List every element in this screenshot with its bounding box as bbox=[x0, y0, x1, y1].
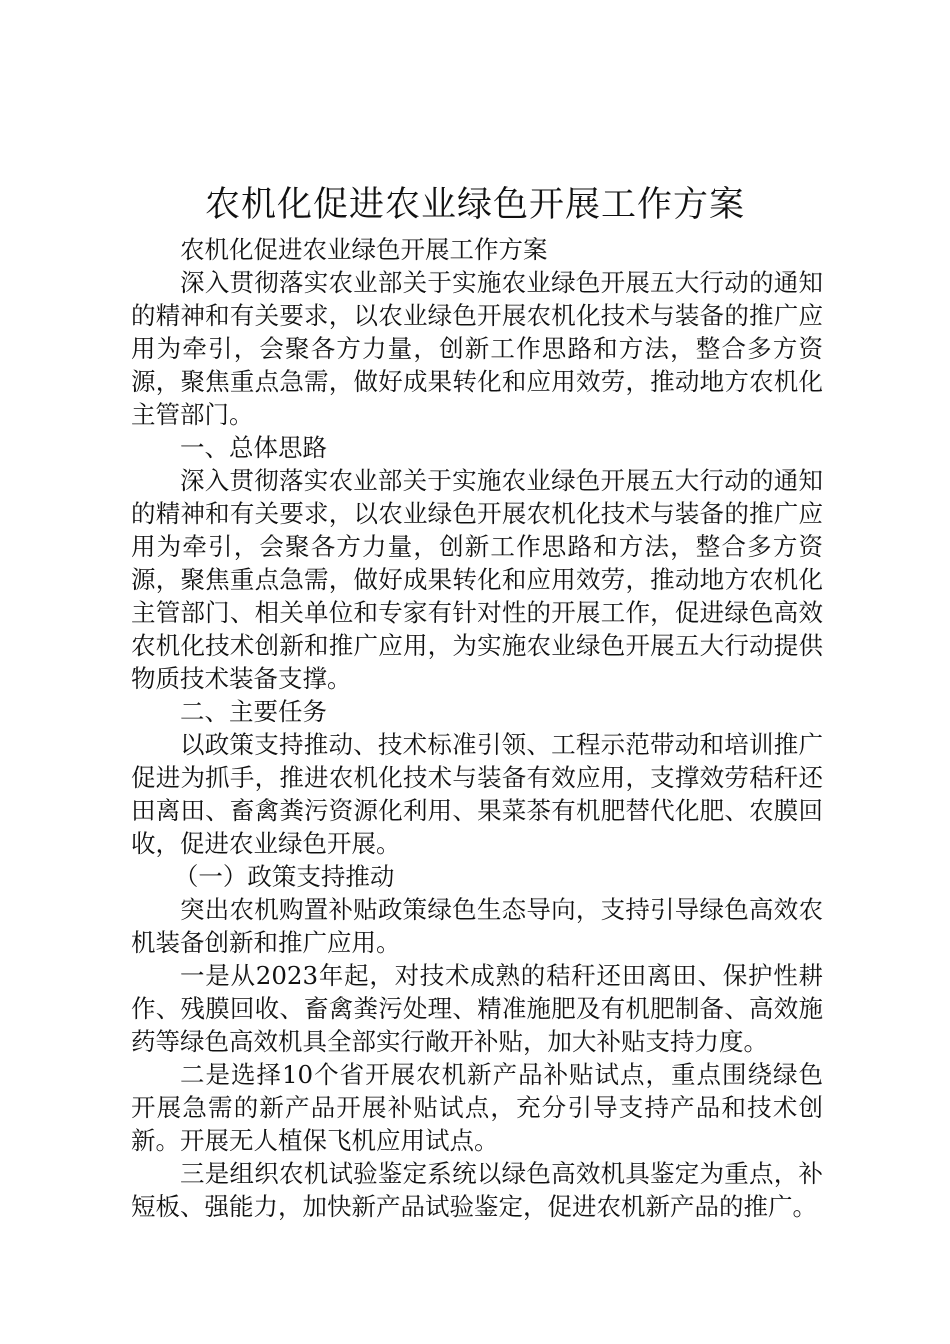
policy-item-one: 一是从2023年起，对技术成熟的秸秆还田离田、保护性耕作、残膜回收、畜禽粪污处理、精准施肥及有机肥制备、高效施药等绿色高效机具全部实行敞开补贴，加大补贴支持力度。 bbox=[131, 961, 823, 1056]
subtitle-paragraph: 农机化促进农业绿色开展工作方案 bbox=[180, 235, 548, 264]
overall-approach-paragraph: 深入贯彻落实农业部关于实施农业绿色开展五大行动的通知的精神和有关要求，以农业绿色开展农机化技术与装备的推广应用为牵引，会聚各方力量，创新工作思路和方法，整合多方资源，聚焦重点急需，做好成果转化和应用效劳，推动地方农机化主管部门、相关单位和专家有针对性的开展工作，促进绿色高效农机化技术创新和推广应用，为实施农业绿色开展五大行动提供物质技术装备支撑。 bbox=[131, 466, 823, 693]
subsection-heading-policy-support: （一）政策支持推动 bbox=[173, 862, 395, 891]
policy-item-three: 三是组织农机试验鉴定系统以绿色高效机具鉴定为重点，补短板、强能力，加快新产品试验鉴定，促进农机新产品的推广。 bbox=[131, 1159, 823, 1221]
policy-item-two: 二是选择10个省开展农机新产品补贴试点，重点围绕绿色开展急需的新产品开展补贴试点，充分引导支持产品和技术创新。开展无人植保飞机应用试点。 bbox=[131, 1060, 823, 1155]
policy-support-paragraph: 突出农机购置补贴政策绿色生态导向，支持引导绿色高效农机装备创新和推广应用。 bbox=[131, 895, 823, 957]
section-heading-overall-approach: 一、总体思路 bbox=[180, 433, 327, 462]
section-heading-main-tasks: 二、主要任务 bbox=[180, 697, 327, 726]
document-title: 农机化促进农业绿色开展工作方案 bbox=[204, 185, 745, 225]
intro-paragraph: 深入贯彻落实农业部关于实施农业绿色开展五大行动的通知的精神和有关要求，以农业绿色开展农机化技术与装备的推广应用为牵引，会聚各方力量，创新工作思路和方法，整合多方资源，聚焦重点急需，做好成果转化和应用效劳，推动地方农机化主管部门。 bbox=[131, 268, 823, 429]
document-body bbox=[131, 233, 823, 1223]
main-tasks-paragraph: 以政策支持推动、技术标准引领、工程示范带动和培训推广促进为抓手，推进农机化技术与装备有效应用，支撑效劳秸秆还田离田、畜禽粪污资源化利用、果菜茶有机肥替代化肥、农膜回收，促进农业绿色开展。 bbox=[131, 730, 823, 858]
